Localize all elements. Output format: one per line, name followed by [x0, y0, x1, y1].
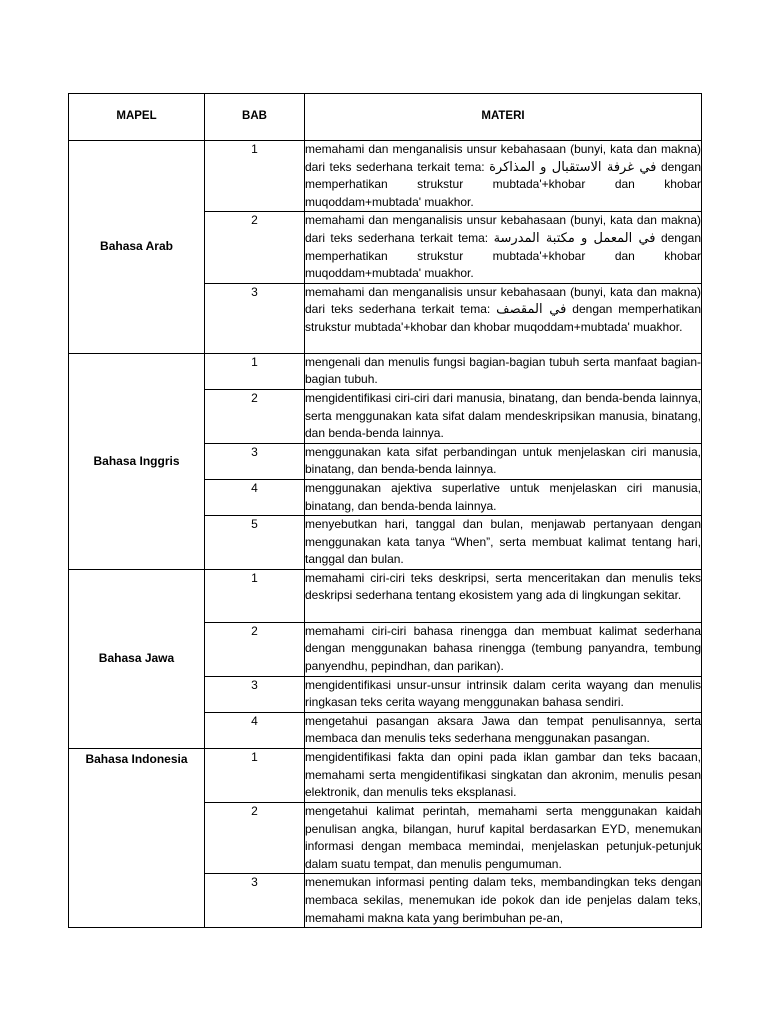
header-mapel: MAPEL: [69, 94, 205, 141]
bab-cell: 4: [205, 479, 305, 515]
materi-cell: mengetahui kalimat perintah, memahami serta menggunakan kaidah penulisan angka, bilangan, huruf kapital berdasarkan EYD, menemukan informasi dengan membaca memindai, menjelaskan petunjuk-petunjuk dalam suatu tempat, dan menulis pengumuman.: [305, 803, 702, 874]
bab-cell: 1: [205, 141, 305, 212]
materi-cell: mengetahui pasangan aksara Jawa dan tempat penulisannya, serta membaca dan menulis teks sederhana menggunakan pasangan.: [305, 712, 702, 748]
bab-cell: 2: [205, 389, 305, 443]
arabic-text: في المقصف: [496, 302, 567, 318]
materi-text: memahami dan menganalisis unsur kebahasaan (bunyi, kata dan makna) dari teks sederhana terkait tema:: [305, 213, 701, 245]
bab-cell: 3: [205, 676, 305, 712]
table-row: [69, 569, 702, 622]
materi-cell: mengidentifikasi unsur-unsur intrinsik dalam cerita wayang dan menulis ringkasan teks cerita wayang menggunakan bahasa sendiri.: [305, 676, 702, 712]
table-row: [69, 749, 702, 803]
materi-cell: mengenali dan menulis fungsi bagian-bagian tubuh serta manfaat bagian-bagian tubuh.: [305, 353, 702, 389]
materi-cell: menemukan informasi penting dalam teks, membandingkan teks dengan membaca sekilas, menemukan ide pokok dan ide penjelas dalam teks, memahami makna kata yang berimbuhan pe-an,: [305, 874, 702, 928]
materi-cell: [305, 283, 702, 353]
subject-cell: Bahasa Indonesia: [69, 749, 205, 928]
materi-text: dengan memperhatikan strukstur mubtada'+khobar dan khobar muqoddam+mubtada' muakhor.: [305, 159, 701, 209]
table-row: [69, 353, 702, 389]
subject-cell: Bahasa Arab: [69, 141, 205, 354]
materi-text: memahami dan menganalisis unsur kebahasaan (bunyi, kata dan makna) dari teks sederhana terkait tema:: [305, 284, 701, 317]
bab-cell: 3: [205, 443, 305, 479]
materi-cell: [305, 212, 702, 283]
arabic-text: في غرفة الاستقبال و المذاكرة: [489, 159, 657, 175]
materi-cell: menyebutkan hari, tanggal dan bulan, menjawab pertanyaan dengan menggunakan kata tanya “When”, serta membuat kalimat tentang hari, tanggal dan bulan.: [305, 516, 702, 570]
materi-cell: mengidentifikasi fakta dan opini pada iklan gambar dan teks bacaan, memahami serta mengidentifikasi singkatan dan akronim, menulis pesan elektronik, dan menulis teks eksplanasi.: [305, 749, 702, 803]
materi-cell: memahami ciri-ciri bahasa rinengga dan membuat kalimat sederhana dengan menggunakan bahasa rinengga (tembung panyandra, tembung panyendhu, pepindhan, dan parikan).: [305, 622, 702, 676]
table-row: [69, 141, 702, 212]
materi-cell: memahami ciri-ciri teks deskripsi, serta menceritakan dan menulis teks deskripsi sederhana tentang ekosistem yang ada di lingkungan sekitar.: [305, 569, 702, 622]
bab-cell: 2: [205, 803, 305, 874]
curriculum-table: [68, 93, 702, 928]
materi-text: dengan memperhatikan strukstur mubtada'+khobar dan khobar muqoddam+mubtada' muakhor.: [305, 302, 702, 334]
bab-cell: 5: [205, 516, 305, 570]
bab-cell: 1: [205, 569, 305, 622]
bab-cell: 3: [205, 874, 305, 928]
bab-cell: 2: [205, 622, 305, 676]
materi-cell: [305, 141, 702, 212]
arabic-text: في المعمل و مكتبة المدرسة: [493, 230, 656, 246]
materi-text: memahami dan menganalisis unsur kebahasaan (bunyi, kata dan makna) dari teks sederhana terkait tema:: [305, 142, 701, 174]
materi-cell: menggunakan kata sifat perbandingan untuk menjelaskan ciri manusia, binatang, dan benda-benda lainnya.: [305, 443, 702, 479]
materi-text: dengan memperhatikan strukstur mubtada'+khobar dan khobar muqoddam+mubtada' muakhor.: [305, 230, 702, 281]
subject-cell: Bahasa Jawa: [69, 569, 205, 748]
header-materi: MATERI: [305, 94, 702, 141]
bab-cell: 1: [205, 749, 305, 803]
bab-cell: 2: [205, 212, 305, 283]
table-header-row: [69, 94, 702, 141]
bab-cell: 4: [205, 712, 305, 748]
bab-cell: 3: [205, 283, 305, 353]
header-bab: BAB: [205, 94, 305, 141]
subject-cell: Bahasa Inggris: [69, 353, 205, 569]
materi-cell: mengidentifikasi ciri-ciri dari manusia, binatang, dan benda-benda lainnya, serta menggunakan kata sifat dalam mendeskripsikan manusia, binatang, dan benda-benda lainnya.: [305, 389, 702, 443]
bab-cell: 1: [205, 353, 305, 389]
materi-cell: menggunakan ajektiva superlative untuk menjelaskan ciri manusia, binatang, dan benda-benda lainnya.: [305, 479, 702, 515]
